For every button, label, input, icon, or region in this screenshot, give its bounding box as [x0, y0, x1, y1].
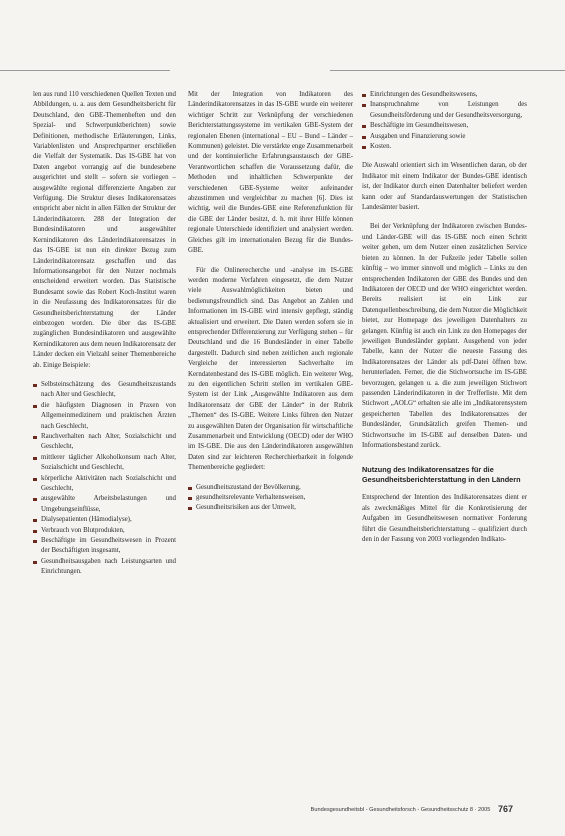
col2-bullet-list: [188, 483, 353, 514]
col2-paragraph-1: Mit der Integration von Indikatoren des Länderindikatorensatzes in das IS-GBE wurde ein weiterer wichtiger Schritt zur Verknüpfung der verschiedenen Berichterstattungssysteme im vertikalen GBE-System der regionalen Ebenen (international – EU – Bund – Länder – Kommunen) geleistet. Die verstärkte enge Zusammenarbeit und der kontinuierliche Erfahrungsaustausch der GBE-Verantwortlichen schaffen die Voraussetzung dafür, die Methoden und inhaltlichen Schwerpunkte der verschiedenen GBE-Systeme weiter aufeinander abzustimmen und vergleichbar zu machen [6]. Dies ist wichtig, weil die Bundes-GBE eine Referenzfunktion für die GBE der Länder besitzt, d. h. mit ihrer Hilfe können regionale Unterschiede identifiziert und analysiert werden. Gleiches gilt im internationalen Bezug für die Bundes-GBE.: [188, 91, 353, 255]
column-1: [33, 90, 176, 587]
col3-bullet-list: [362, 90, 527, 152]
column-3: [362, 90, 527, 554]
bullet-item: Selbsteinschätzung des Gesundheitszustands nach Alter und Geschlecht,: [33, 380, 176, 401]
col3-paragraph-2: Bei der Verknüpfung der Indikatoren zwischen Bundes- und Länder-GBE will das IS-GBE noch einen Schritt weiter gehen, um dem Nutzer einen zusätzlichen Service bieten zu können. In der Fußzeile jeder Tabelle sollen künftig – wo immer sinnvoll und möglich – Links zu den entsprechenden Indikatoren der GBE des Bundes und den Indikatoren der OECD und der WHO eingerichtet werden. Bereits realisiert ist ein Link zur Datenquellenbeschreibung, die dem Nutzer die Möglichkeit bietet, zur Homepage des jeweiligen Datenhalters zu gelangen. Künftig ist auch ein Link zu den Homepages der jeweiligen Bundesländer geplant. Ausgehend von jeder Tabelle, kann der Nutzer die neueste Fassung des Indikatorensatzes der Länder als pdf-Datei öffnen bzw. herunterladen. Ferner, die die Stichwortsuche im IS-GBE bevorzugen, gelangen u. a. die zum jeweiligen Stichwort passenden Länderindikatoren in der Trefferliste. Mit dem Stichwort „AOLG“ erhalten sie alle im „Indikatorensystem gespeicherten Tabellen des Indikatorensatzes der Bundesländer, Grundsätzlich greifen Themen- und Stichwortsuche im IS-GBE auf denselben Daten- und Informationsbestand zurück.: [362, 223, 527, 449]
bullet-item: Gesundheitszustand der Bevölkerung,: [188, 483, 353, 493]
bullet-item: Rauchverhalten nach Alter, Sozialschicht und Geschlecht,: [33, 432, 176, 453]
bullet-item: Kosten.: [362, 142, 527, 152]
bullet-item: Inanspruchnahme von Leistungen des Gesundheitsförderung und der Gesundheitsversorgung,: [362, 100, 527, 121]
bullet-item: Verbrauch von Blutprodukten,: [33, 526, 176, 536]
bullet-item: Beschäftigte im Gesundheitswesen in Prozent der Beschäftigten insgesamt,: [33, 536, 176, 557]
journal-citation: Bundesgesundheitsbl - Gesundheitsforsch - Gesundheitsschutz 8 · 2005: [310, 807, 491, 813]
bullet-item: mittlerer täglicher Alkoholkonsum nach Alter, Sozialschicht und Geschlecht,: [33, 453, 176, 474]
section-heading: Nutzung des Indikatorensatzes für die Gesundheitsberichterstattung in den Ländern: [362, 465, 521, 485]
bullet-item: Einrichtungen des Gesundheitswesens,: [362, 90, 527, 100]
bullet-item: Dialysepatienten (Hämodialyse),: [33, 515, 176, 525]
bullet-item: Beschäftigte im Gesundheitswesen,: [362, 121, 527, 131]
page-footer: [311, 804, 513, 814]
top-rule-right: [330, 70, 565, 71]
bullet-item: körperliche Aktivitäten nach Sozialschicht und Geschlecht,: [33, 474, 176, 495]
col1-bullet-list: [33, 380, 176, 578]
col3-paragraph-1: Die Auswahl orientiert sich im Wesentlichen daran, ob der Indikator mit einem Indikator der Bundes-GBE identisch ist, der Indikator durch einen Datenhalter beliefert werden kann oder auf Standardauswertungen der Statistischen Landesämter basiert.: [362, 162, 527, 212]
col2-paragraph-2: Für die Onlinerecherche und -analyse im IS-GBE werden moderne Verfahren eingesetzt, die dem Nutzer viele Auswahlmöglichkeiten bieten und bedienungsfreundlich sind. Das Angebot an Zahlen und Informationen im IS-GBE wird intensiv gepflegt, ständig aktualisiert und erweitert. Die Daten werden sofern sie in entsprechender Differenzierung zur Verfügung stehen – für Deutschland und die 16 Bundesländer in einer Tabelle dargestellt. Dadurch sind neben zeitlichen auch regionale Vergleiche der interessierten Sachverhalte im Kerndatenbestand des IS-GBE möglich. Ein weiterer Weg, zu den eigentlichen Schritt stellen im vertikalen GBE-System ist der Link „Ausgewählte Indikatoren aus dem Indikatorensatz der GBE der Länder“ in der Rubrik „Themen“ des IS-GBE. Weitere Links führen den Nutzer zu ausgewählten Daten der Organisation für wirtschaftliche Zusammenarbeit und Entwicklung (OECD) oder der WHO im IS-GBE. Die aus den Länderindikatoren ausgewählten Daten sind zur leichteren Recherchierbarkeit in folgende Themenbereiche gegliedert:: [188, 266, 353, 472]
bullet-item: Gesundheitsrisiken aus der Umwelt,: [188, 503, 353, 513]
bullet-item: Ausgaben und Finanzierung sowie: [362, 132, 527, 142]
column-2: [188, 90, 353, 523]
top-rule-left: [0, 70, 170, 71]
bullet-item: Gesundheitsausgaben nach Leistungsarten und Einrichtungen.: [33, 557, 176, 578]
page-number: 767: [497, 804, 513, 814]
bullet-item: gesundheitsrelevante Verhaltensweisen,: [188, 493, 353, 503]
bullet-item: die häufigsten Diagnosen in Praxen von Allgemeinmedizinern und praktischen Ärzten nach Geschlecht,: [33, 401, 176, 432]
col1-paragraph: len aus rund 110 verschiedenen Quellen Texten und Abbildungen, u. a. aus dem Gesundheitsbericht für Deutschland, den GBE-Themenheften und den Spezial- und Schwerpunktberichten) sowie Definitionen, methodische Erläuterungen, Links, Variablenlisten und Ansprechpartner erschließen die Vielfalt der Systematik. Das IS-GBE hat von Daten angebot vorrangig auf die bundesebene ausgerichtet und stellt – sofern sie vorliegen – ausgewählte regional differenzierte Angaben zur Verfügung. Die Struktur dieses Indikatorensatzes entspricht aber nicht in allen Fällen der Struktur der Länderindikatoren. 288 der Integration der Bundesindikatoren und ausgewählter Kernindikatoren des Länderindikatorensatzes in das IS-GBE ist nun ein direkter Bezug zum Länderindikatorensatz geschaffen und das Informationsangebot für den Nutzer nochmals entscheidend erweitert worden. Das Statistische Bundesamt sowie das Robert Koch-Institut waren in die Neufassung des Indikatorensatzes für die Gesundheitsberichterstattung der Länder einbezogen worden. Die über das IS-GBE zugänglichen Bundesindikatoren und ausgewählte Kernindikatoren aus dem neuen Indikatorensatz der Länder decken ein Vielzahl seiner Themenbereiche ab. Einige Beispiele:: [33, 91, 176, 369]
bullet-item: ausgewählte Arbeitsbelastungen und Umgebungseinflüsse,: [33, 494, 176, 515]
col3-paragraph-3: Entsprechend der Intention des Indikatorensatzes dient er als zweckmäßiges Mittel für die Konkretisierung der Aufgaben im Gesundheitswesen normativer Forderung führt die Gesundheitsberichterstattung – qualifiziert durch den in der Fassung von 2003 vorliegenden Indikato-: [362, 494, 527, 544]
